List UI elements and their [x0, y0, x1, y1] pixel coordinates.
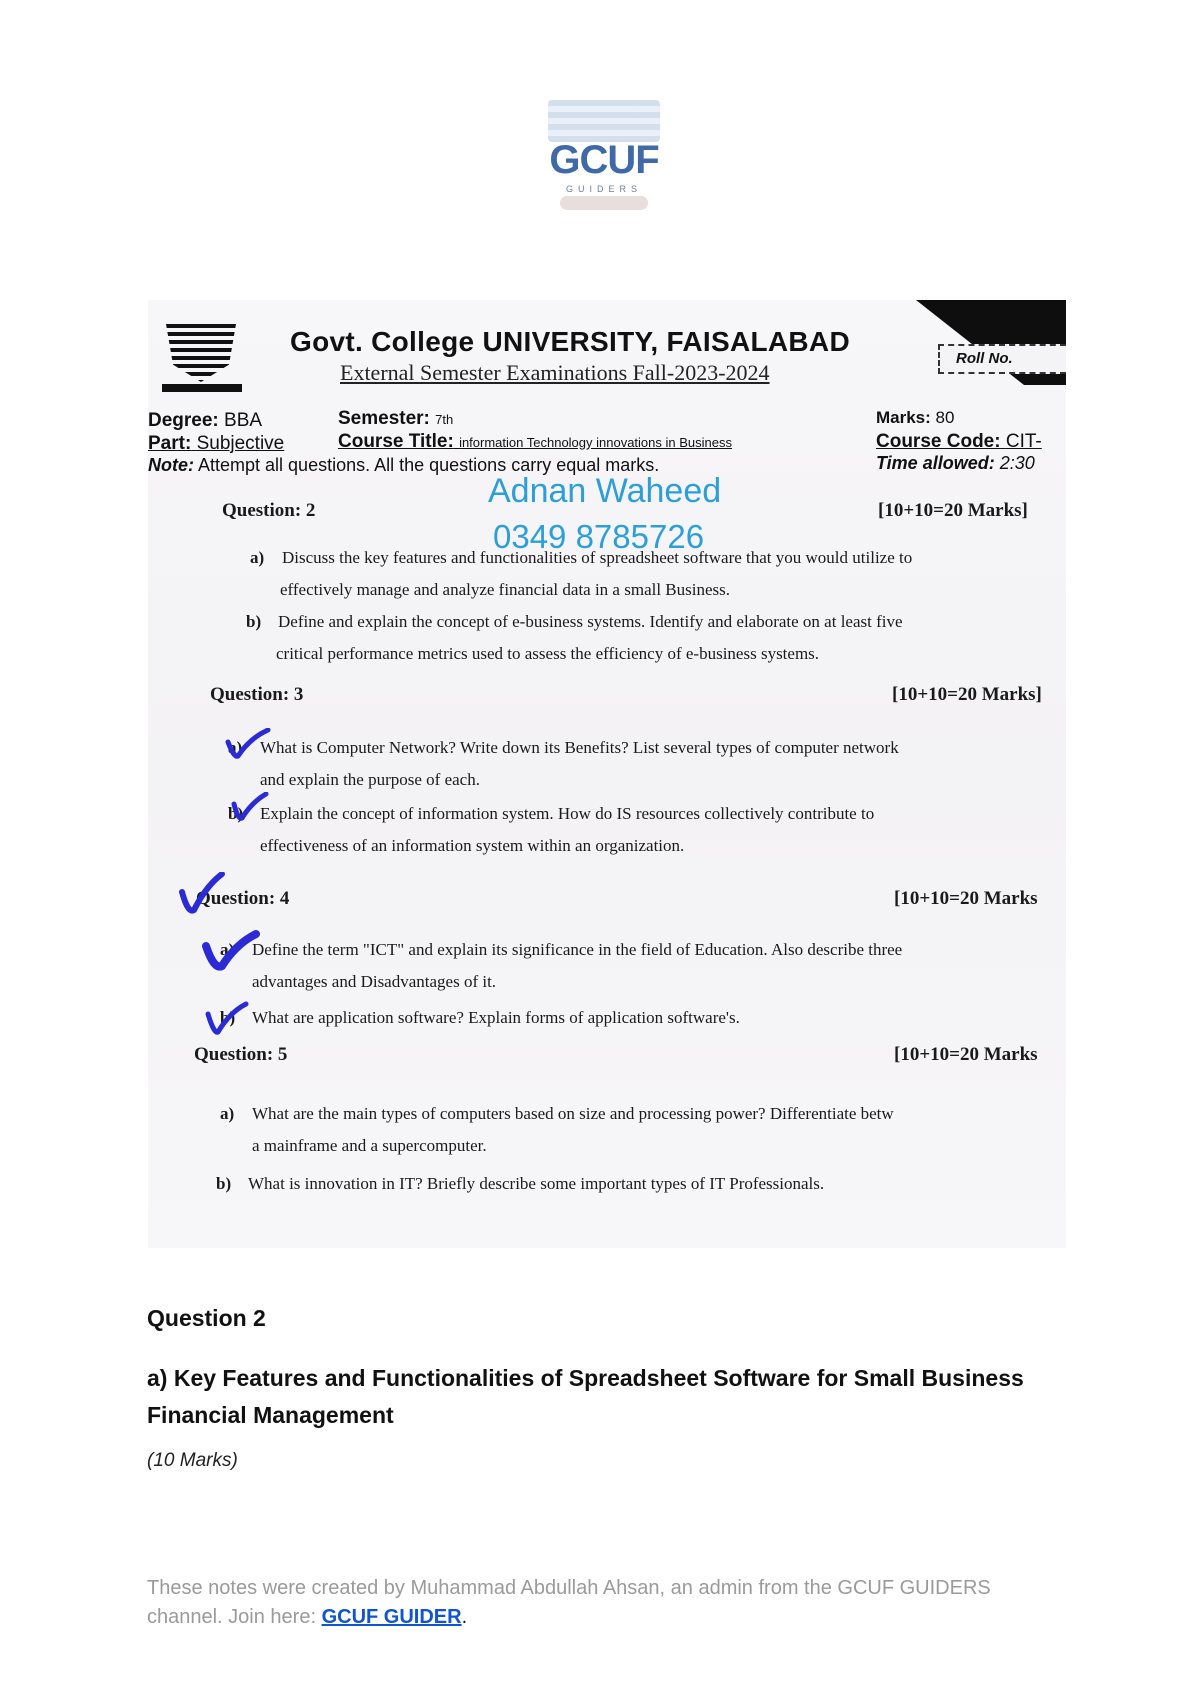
- gcuf-guider-link[interactable]: GCUF GUIDER: [321, 1606, 462, 1628]
- course-code-label: Course Code:: [876, 431, 1001, 452]
- gcuf-guiders-logo: [548, 96, 660, 216]
- item-text-cont: advantages and Disadvantages of it.: [252, 972, 497, 991]
- part-line: [148, 433, 284, 455]
- course-code-value: CIT-: [1005, 431, 1042, 452]
- marks-value: 80: [935, 408, 955, 427]
- item-text-cont: a mainframe and a supercomputer.: [252, 1136, 487, 1155]
- question-3b: [228, 798, 1066, 862]
- item-text: Define the term "ICT" and explain its significance in the field of Education. Also describe three: [252, 940, 903, 959]
- question-2-marks: [10+10=20 Marks]: [878, 500, 1028, 521]
- item-label: a): [228, 738, 243, 757]
- tick-mark-icon: [204, 1000, 250, 1038]
- course-code-line: [876, 431, 1042, 453]
- item-text: What is innovation in IT? Briefly describe some important types of IT Professionals.: [248, 1174, 825, 1193]
- logo-wordmark: GCUF: [549, 138, 659, 182]
- item-text-cont: critical performance metrics used to assess the efficiency of e-business systems.: [276, 644, 820, 663]
- item-text: What are the main types of computers based on size and processing power? Differentiate betw: [252, 1104, 894, 1123]
- item-label: b): [246, 612, 262, 631]
- answer-question-title: Question 2: [147, 1305, 266, 1331]
- note-value: Attempt all questions. All the questions carry equal marks.: [198, 455, 660, 475]
- item-label: a): [250, 548, 265, 567]
- item-text: What are application software? Explain forms of application software's.: [252, 1008, 740, 1027]
- question-5-title: Question: 5: [194, 1044, 288, 1065]
- item-label: a): [220, 1104, 235, 1123]
- university-crest-icon: [156, 322, 246, 398]
- item-text-cont: and explain the purpose of each.: [260, 770, 480, 789]
- course-title-line: [338, 431, 732, 453]
- question-5a: [220, 1098, 1066, 1162]
- time-label: Time allowed:: [876, 453, 995, 473]
- time-line: [876, 453, 1035, 474]
- exam-title: External Semester Examinations Fall-2023-2024: [340, 360, 770, 385]
- question-3-title: Question: 3: [210, 684, 304, 705]
- note-label: Note:: [148, 455, 194, 475]
- question-4-marks: [10+10=20 Marks: [894, 888, 1038, 909]
- item-text: Discuss the key features and functionalities of spreadsheet software that you would utilize to: [282, 548, 913, 567]
- answer-marks-note: (10 Marks): [147, 1450, 238, 1471]
- semester-label: Semester:: [338, 408, 430, 429]
- question-4b: [220, 1002, 1066, 1034]
- item-label: a): [220, 940, 235, 959]
- marks-line: [876, 408, 954, 428]
- question-3a: [228, 732, 1066, 796]
- question-2-title: Question: 2: [222, 500, 316, 521]
- semester-line: [338, 408, 453, 430]
- degree-label: Degree:: [148, 410, 219, 431]
- semester-value: 7th: [435, 412, 454, 427]
- question-3-marks: [10+10=20 Marks]: [892, 684, 1042, 705]
- logo-ribbon: [560, 196, 648, 210]
- question-4a: [220, 934, 1066, 998]
- course-title-value: information Technology innovations in Business: [459, 435, 732, 450]
- tick-mark-icon: [230, 792, 270, 826]
- handwritten-phone: 0349 8785726: [493, 518, 705, 555]
- question-2a: [250, 542, 1066, 606]
- footer-end: .: [461, 1606, 468, 1628]
- question-4-title: Question: 4: [196, 888, 290, 909]
- marks-label: Marks:: [876, 408, 931, 427]
- item-text: What is Computer Network? Write down its Benefits? List several types of computer network: [260, 738, 899, 757]
- footer-note: [147, 1574, 1007, 1632]
- item-text: Define and explain the concept of e-business systems. Identify and elaborate on at least five: [278, 612, 903, 631]
- university-name: Govt. College UNIVERSITY, FAISALABAD: [290, 326, 850, 357]
- degree-line: [148, 410, 262, 432]
- question-5-marks: [10+10=20 Marks: [894, 1044, 1038, 1065]
- item-label: b): [216, 1174, 232, 1193]
- logo-subword: GUIDERS: [565, 184, 642, 194]
- tick-mark-icon: [202, 930, 260, 974]
- item-label: b): [228, 804, 244, 823]
- exam-paper-scan: [148, 300, 1066, 1248]
- roll-no-box: Roll No.: [938, 344, 1066, 374]
- handwritten-name: Adnan Waheed: [488, 472, 722, 510]
- item-label: b): [220, 1008, 236, 1027]
- footer-text: These notes were created by Muhammad Abdullah Ahsan, an admin from the GCUF GUIDERS channel. Join here:: [147, 1577, 991, 1628]
- time-value: 2:30: [999, 453, 1035, 473]
- tick-mark-icon: [178, 872, 226, 918]
- question-5b: [216, 1168, 1066, 1200]
- logo-banner: [548, 100, 660, 142]
- part-value: Subjective: [196, 433, 285, 454]
- course-title-label: Course Title:: [338, 431, 454, 452]
- tick-mark-icon: [224, 728, 272, 762]
- part-label: Part:: [148, 433, 192, 454]
- question-2b: [246, 606, 1066, 670]
- item-text-cont: effectiveness of an information system within an organization.: [260, 836, 685, 855]
- answer-subheading: a) Key Features and Functionalities of Spreadsheet Software for Small Business Financial Management: [147, 1365, 1024, 1428]
- item-text-cont: effectively manage and analyze financial data in a small Business.: [280, 580, 731, 599]
- item-text: Explain the concept of information system. How do IS resources collectively contribute to: [260, 804, 875, 823]
- degree-value: BBA: [224, 410, 263, 431]
